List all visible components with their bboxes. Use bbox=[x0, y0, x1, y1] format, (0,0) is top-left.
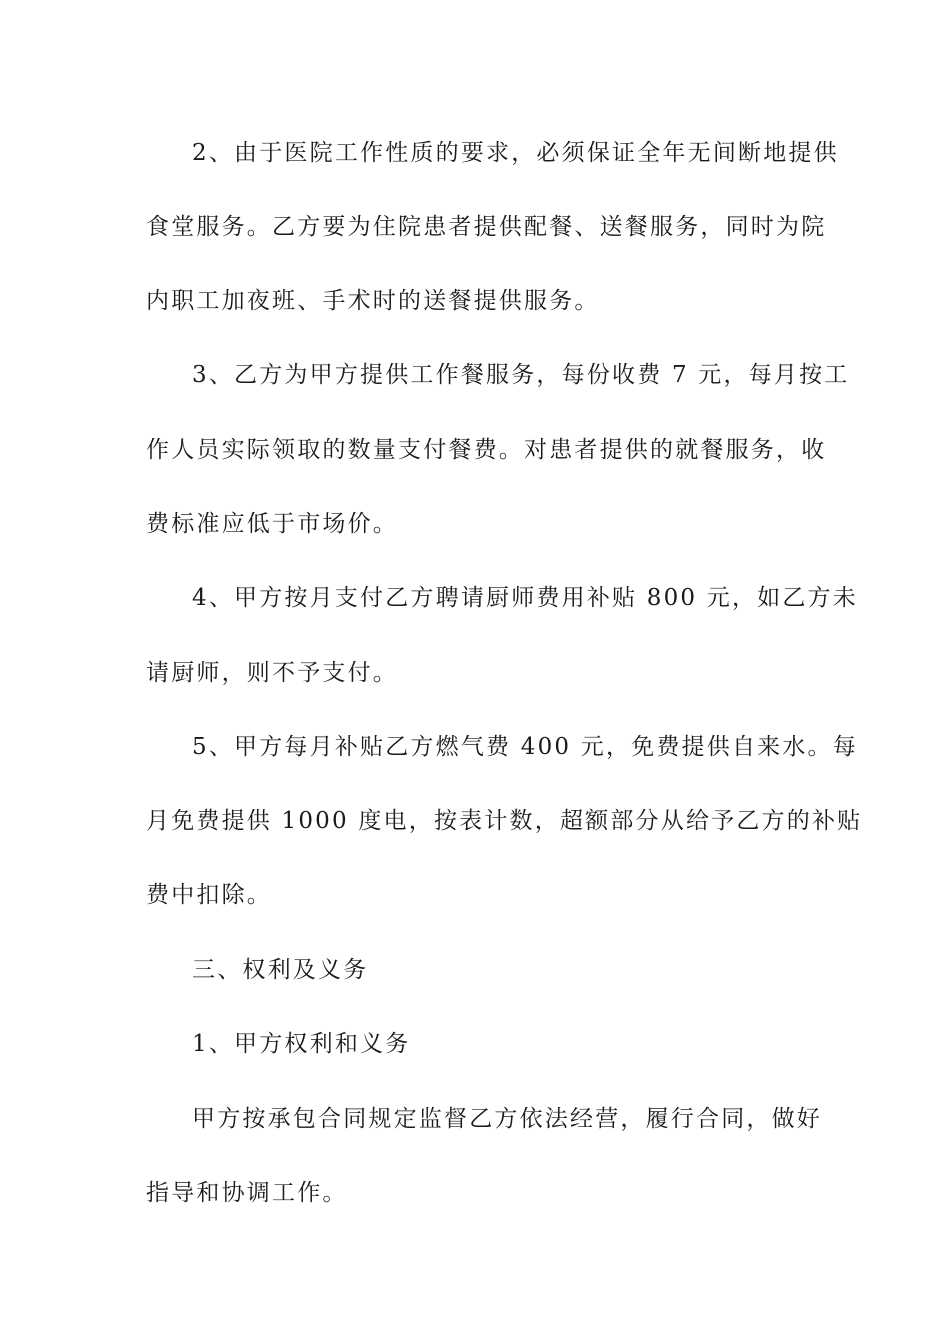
subsection-heading: 1、甲方权利和义务 bbox=[192, 1031, 411, 1057]
paragraph-line: 4、甲方按月支付乙方聘请厨师费用补贴 800 元，如乙方未 bbox=[192, 585, 858, 611]
paragraph-line: 费标准应低于市场价。 bbox=[146, 511, 398, 537]
paragraph-line: 月免费提供 1000 度电，按表计数，超额部分从给予乙方的补贴 bbox=[146, 808, 863, 834]
section-heading: 三、权利及义务 bbox=[192, 957, 369, 983]
paragraph-line: 食堂服务。乙方要为住院患者提供配餐、送餐服务，同时为院 bbox=[146, 214, 827, 240]
paragraph-line: 作人员实际领取的数量支付餐费。对患者提供的就餐服务，收 bbox=[146, 437, 827, 463]
paragraph-line: 5、甲方每月补贴乙方燃气费 400 元，免费提供自来水。每 bbox=[192, 734, 858, 760]
paragraph-line: 费中扣除。 bbox=[146, 882, 272, 908]
paragraph-line: 请厨师，则不予支付。 bbox=[146, 660, 398, 686]
paragraph-line: 内职工加夜班、手术时的送餐提供服务。 bbox=[146, 288, 600, 314]
paragraph-line: 3、乙方为甲方提供工作餐服务，每份收费 7 元，每月按工 bbox=[192, 362, 850, 388]
paragraph-line: 甲方按承包合同规定监督乙方依法经营，履行合同，做好 bbox=[192, 1106, 822, 1132]
paragraph-line: 指导和协调工作。 bbox=[146, 1180, 348, 1206]
paragraph-line: 2、由于医院工作性质的要求，必须保证全年无间断地提供 bbox=[192, 140, 839, 166]
